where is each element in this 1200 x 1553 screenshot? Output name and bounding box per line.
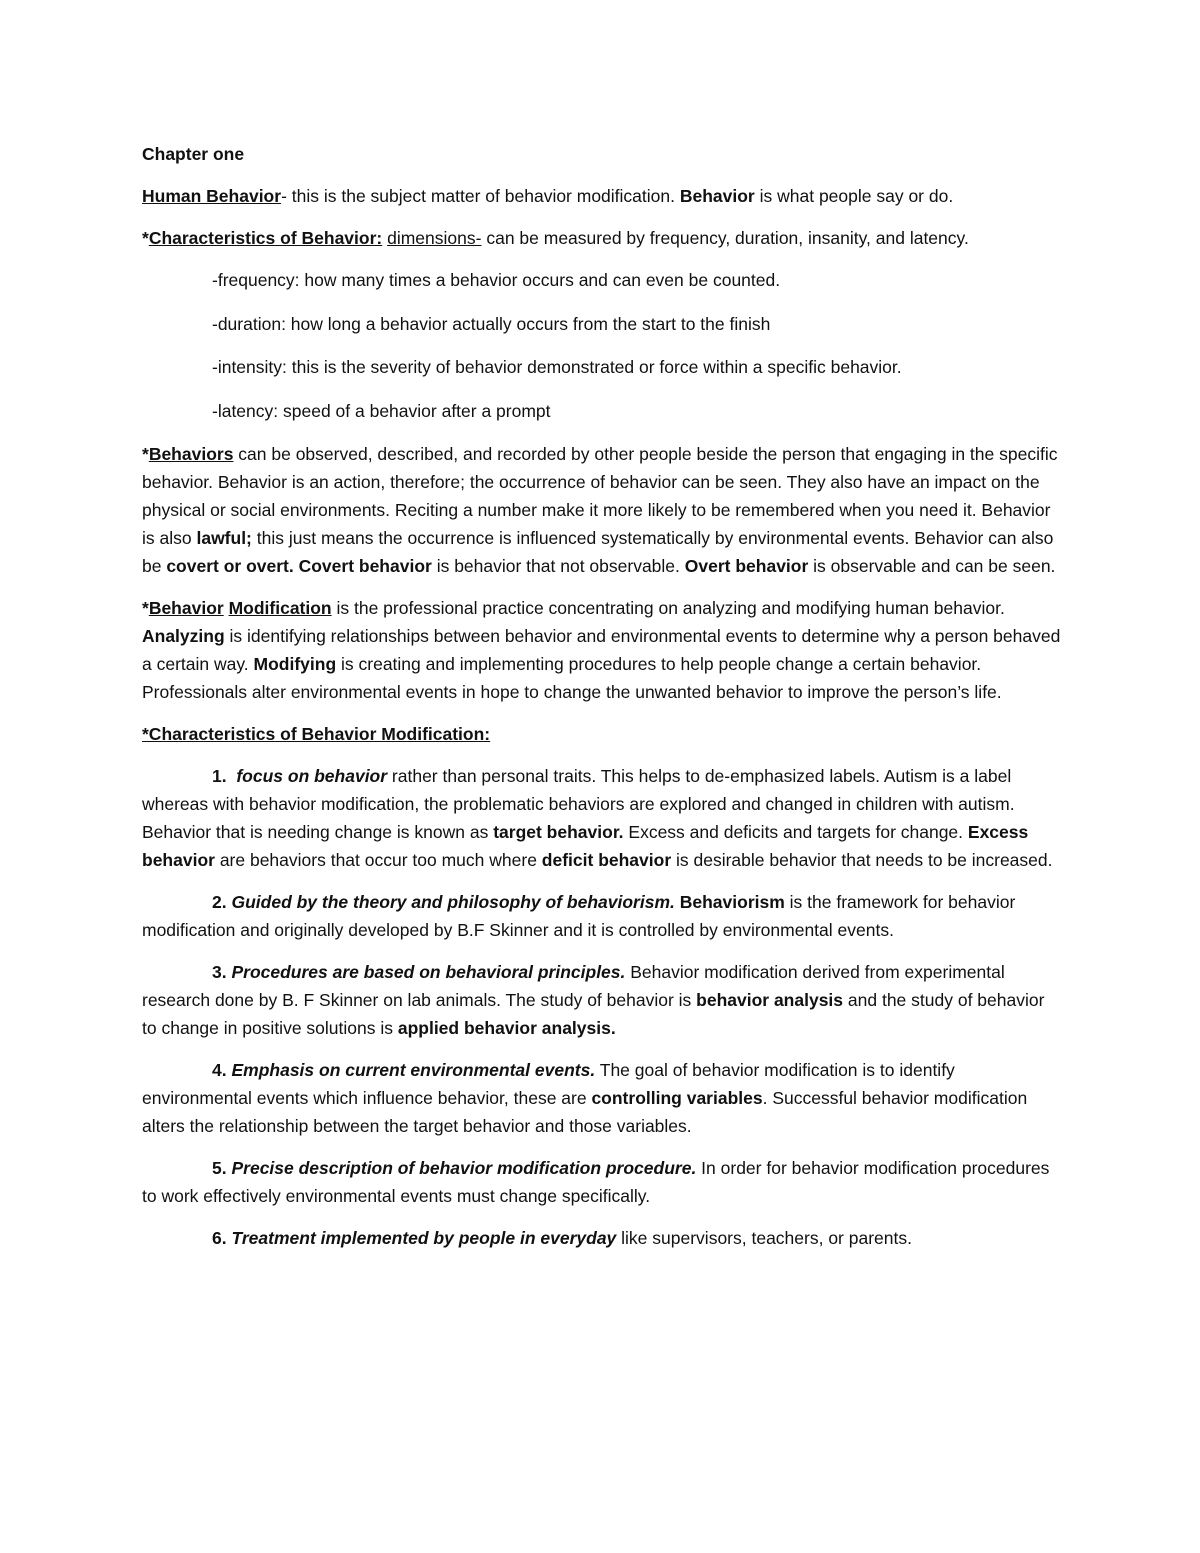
behavior-term: Behavior [148, 598, 224, 618]
human-behavior-term: Human Behavior [142, 186, 282, 206]
human-behavior-paragraph: Human Behavior- this is the subject matter of behavior modification. Behavior is what people say or do. [142, 186, 954, 206]
characteristics-of-behavior-paragraph: *Characteristics of Behavior: dimensions- can be measured by frequency, duration, insanity, and latency. [142, 228, 969, 248]
chapter-title: Chapter one [142, 144, 245, 164]
list-item-5: 5. Precise description of behavior modification procedure. In order for behavior modification procedures to work effectively environmental events must change specifically. [142, 1158, 1050, 1206]
behaviors-paragraph: *Behaviors can be observed, described, and recorded by other people beside the person that engaging in the specific behavior. Behavior is an action, therefore; the occurrence of behavior can be seen. They also have an impact on the physical or social environments. Reciting a number make it more likely to be remembered when you need it. Behavior is also lawful; this just means the occurrence is influenced systematically by environmental events. Behavior can also be covert or overt. Covert behavior is behavior that not observable. Overt behavior is observable and can be seen. [142, 444, 1058, 576]
list-item-2: 2. Guided by the theory and philosophy of behaviorism. Behaviorism is the framework for behavior modification and originally developed by B.F Skinner and it is controlled by environmental events. [142, 892, 1016, 940]
modification-term: Modification [228, 598, 332, 618]
behavior-modification-paragraph: *Behavior Modification is the professional practice concentrating on analyzing and modifying human behavior. Analyzing is identifying relationships between behavior and environmental events to determine why a person behaved a certain way. Modifying is creating and implementing procedures to help people change a certain behavior. Professionals alter environmental events in hope to change the unwanted behavior to improve the person’s life. [142, 598, 1061, 702]
dimension-item-intensity: -intensity: this is the severity of behavior demonstrated or force within a specific behavior. [212, 357, 902, 377]
dimension-item-duration: -duration: how long a behavior actually occurs from the start to the finish [212, 313, 771, 334]
characteristics-heading: Characteristics of Behavior: [148, 228, 383, 248]
list-item-6: 6. Treatment implemented by people in everyday like supervisors, teachers, or parents. [212, 1228, 912, 1248]
document-page [142, 140, 1062, 1266]
dimensions-term: dimensions- [387, 228, 482, 248]
list-item-3: 3. Procedures are based on behavioral principles. Behavior modification derived from experimental research done by B. F Skinner on lab animals. The study of behavior is behavior analysis and the study of behavior to change in positive solutions is applied behavior analysis. [142, 962, 1045, 1038]
behaviors-term: Behaviors [148, 444, 234, 464]
list-item-4: 4. Emphasis on current environmental events. The goal of behavior modification is to identify environmental events which influence behavior, these are controlling variables. Successful behavior modification alters the relationship between the target behavior and those variables. [142, 1060, 1028, 1136]
dimension-item-frequency: -frequency: how many times a behavior occurs and can even be counted. [212, 270, 781, 290]
dimension-item-latency: -latency: speed of a behavior after a prompt [212, 400, 551, 421]
list-item-1: 1. focus on behavior rather than personal traits. This helps to de-emphasized labels. Autism is a label whereas with behavior modification, the problematic behaviors are explored and changed in children with autism. Behavior that is needing change is known as target behavior. Excess and deficits and targets for change. Excess behavior are behaviors that occur too much where deficit behavior is desirable behavior that needs to be increased. [142, 766, 1053, 870]
characteristics-modification-heading: *Characteristics of Behavior Modification: [142, 724, 491, 744]
